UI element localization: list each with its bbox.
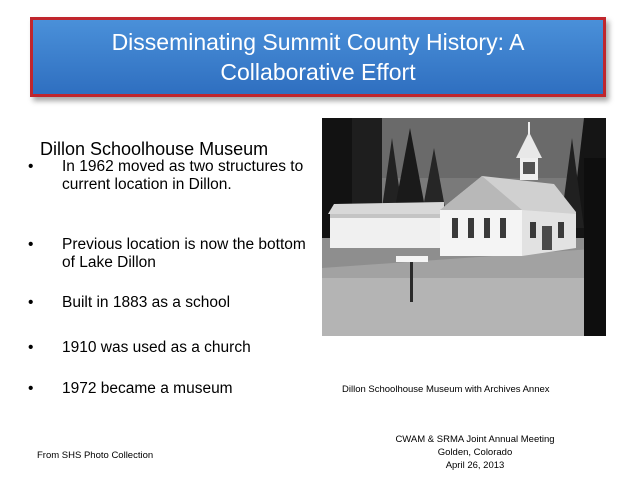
bullet-marker: • [28, 236, 34, 253]
bullet-text: In 1962 moved as two structures to current location in Dillon. [62, 158, 304, 193]
meeting-date: April 26, 2013 [445, 460, 505, 471]
bullet-item [28, 158, 308, 194]
slide-title-banner [30, 17, 606, 97]
bullet-item [28, 339, 308, 357]
bullet-marker: • [28, 294, 34, 311]
schoolhouse-photo [322, 118, 606, 336]
meeting-title: CWAM & SRMA Joint Annual Meeting [395, 434, 555, 445]
bullet-item [28, 380, 308, 398]
bullet-marker: • [28, 380, 34, 397]
photo-credit: From SHS Photo Collection [37, 450, 154, 461]
meeting-location: Golden, Colorado [437, 447, 513, 458]
meeting-info [370, 433, 580, 472]
bullet-text: Previous location is now the bottom of Lake Dillon [62, 236, 306, 271]
slide-title: Disseminating Summit County History: A Collaborative Effort [111, 29, 525, 85]
section-subheading: Dillon Schoolhouse Museum [40, 139, 269, 159]
bullet-item [28, 236, 308, 272]
schoolhouse-photo-image [322, 118, 606, 336]
bullet-marker: • [28, 158, 34, 175]
photo-caption: Dillon Schoolhouse Museum with Archives Annex [342, 384, 550, 395]
bullet-marker: • [28, 339, 34, 356]
bullet-text: Built in 1883 as a school [62, 294, 231, 311]
bullet-text: 1910 was used as a church [62, 339, 251, 356]
bullet-item [28, 294, 308, 312]
bullet-text: 1972 became a museum [62, 380, 233, 397]
